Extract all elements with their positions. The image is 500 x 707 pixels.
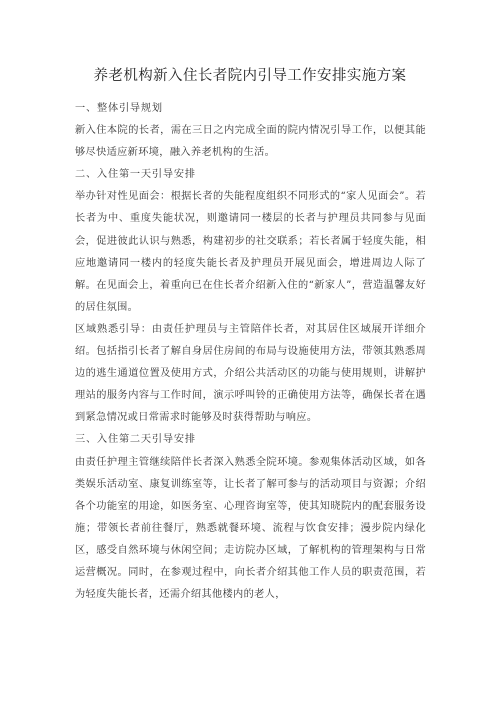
document-body bbox=[75, 98, 426, 606]
paragraph: 新入住本院的长者，需在三日之内完成全面的院内情况引导工作，以便其能够尽快适应新环境，融入养老机构的生活。 bbox=[75, 125, 426, 159]
paragraph: 区域熟悉引导：由责任护理员与主管陪伴长者，对其居住区域展开详细介绍。包括指引长者了解自身居住房间的布局与设施使用方法，带领其熟悉周边的逃生通道位置及使用方式，介绍公共活动区的功能与使用规则，讲解护理站的服务内容与工作时间，演示呼叫铃的正确使用方法等，确保长者在遇到紧急情况或日常需求时能够及时获得帮助与响应。 bbox=[75, 323, 426, 424]
paragraph: 由责任护理主管继续陪伴长者深入熟悉全院环境。参观集体活动区域，如各类娱乐活动室、康复训练室等，让长者了解可参与的活动项目与资源；介绍各个功能室的用途，如医务室、心理咨询室等，使其知晓院内的配套服务设施；带领长者前往餐厅，熟悉就餐环境、流程与饮食安排；漫步院内绿化区，感受自然环境与休闲空间；走访院办区域，了解机构的管理架构与日常运营概况。同时，在参观过程中，向长者介绍其他工作人员的职责范围，若为轻度失能长者，还需介绍其他楼内的老人， bbox=[75, 456, 426, 601]
paragraph: 举办针对性见面会：根据长者的失能程度组织不同形式的“家人见面会”。若长者为中、重度失能状况，则邀请同一楼层的长者与护理员共同参与见面会，促进彼此认识与熟悉，构建初步的社交联系；若长者属于轻度失能，相应地邀请同一楼内的轻度失能长者及护理员开展见面会，增进周边人际了解。在见面会上，着重向已在住长者介绍新入住的“新家人”，营造温馨友好的居住氛围。 bbox=[75, 191, 426, 313]
section-heading: 二、入住第一天引导安排 bbox=[75, 169, 196, 181]
document-title: 养老机构新入住长者院内引导工作安排实施方案 bbox=[93, 68, 407, 84]
section-heading: 一、整体引导规划 bbox=[75, 103, 163, 114]
section-heading: 三、入住第二天引导安排 bbox=[75, 434, 196, 446]
